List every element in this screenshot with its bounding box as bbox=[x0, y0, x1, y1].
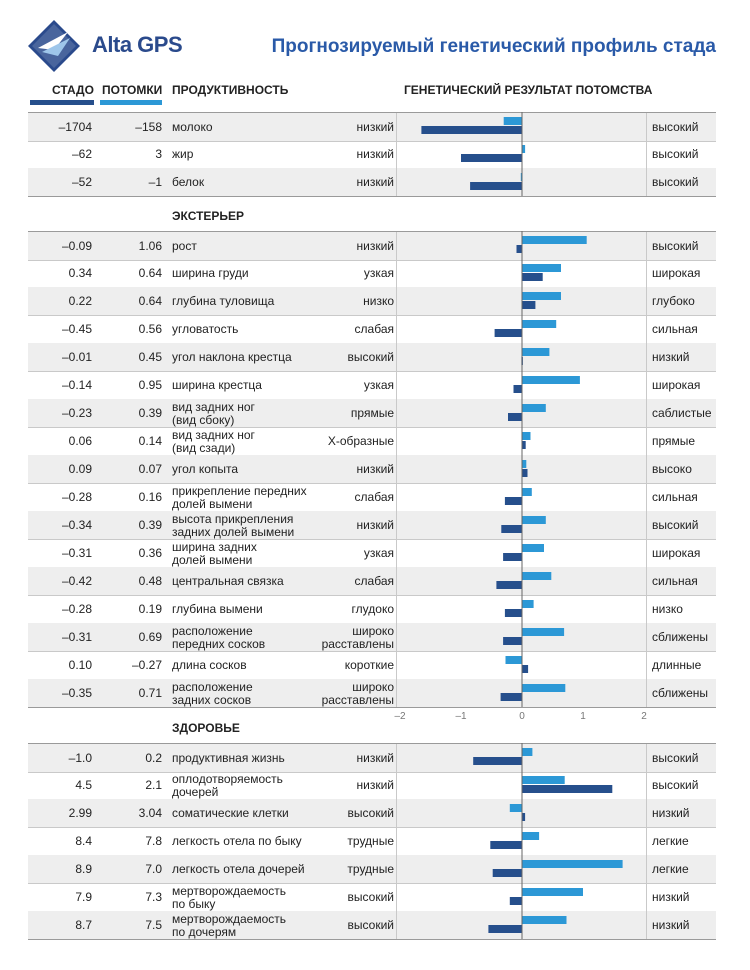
progeny-value: –0.27 bbox=[131, 658, 162, 672]
low-label: слабая bbox=[354, 490, 394, 504]
high-label: прямые bbox=[652, 434, 696, 448]
progeny-bar bbox=[522, 600, 534, 608]
page-title: Прогнозируемый генетический профиль стада bbox=[271, 36, 716, 57]
section-title: ЭКСТЕРЬЕР bbox=[172, 209, 245, 223]
trait-label: жир bbox=[172, 147, 194, 161]
header-result: ГЕНЕТИЧЕСКИЙ РЕЗУЛЬТАТ ПОТОМСТВА bbox=[404, 83, 653, 97]
low-label: слабая bbox=[354, 574, 394, 588]
x-tick-label: –2 bbox=[394, 711, 406, 722]
herd-value: –0.34 bbox=[61, 518, 92, 532]
section-title: ЗДОРОВЬЕ bbox=[172, 721, 240, 735]
progeny-bar bbox=[522, 488, 532, 496]
progeny-value: 0.36 bbox=[138, 546, 162, 560]
progeny-value: –1 bbox=[148, 175, 162, 189]
trait-label: расположение передних сосков bbox=[172, 623, 266, 651]
trait-label: мертворождаемость по быку bbox=[172, 883, 287, 911]
herd-value: 7.9 bbox=[75, 890, 92, 904]
high-label: саблистые bbox=[652, 406, 712, 420]
progeny-bar bbox=[522, 236, 587, 244]
progeny-value: 2.1 bbox=[145, 778, 162, 792]
herd-bar bbox=[496, 581, 522, 589]
herd-value: –0.28 bbox=[61, 602, 92, 616]
trait-label: мертворождаемость по дочерям bbox=[172, 911, 287, 939]
low-label: широко расставлены bbox=[321, 679, 394, 707]
high-label: сильная bbox=[652, 490, 698, 504]
trait-label: ширина груди bbox=[172, 266, 249, 280]
herd-value: 4.5 bbox=[75, 778, 92, 792]
x-tick-label: 2 bbox=[641, 711, 647, 722]
trait-label: угол копыта bbox=[172, 462, 239, 476]
herd-value: –0.35 bbox=[61, 686, 92, 700]
progeny-value: 0.16 bbox=[138, 490, 162, 504]
progeny-bar bbox=[522, 264, 561, 272]
high-label: низкий bbox=[652, 806, 690, 820]
low-label: узкая bbox=[363, 266, 394, 280]
herd-bar bbox=[510, 897, 522, 905]
low-label: низкий bbox=[356, 462, 394, 476]
herd-bar bbox=[522, 469, 528, 477]
x-tick-label: –1 bbox=[455, 711, 467, 722]
herd-bar bbox=[517, 245, 523, 253]
herd-bar bbox=[421, 126, 522, 134]
herd-value: 0.10 bbox=[68, 658, 92, 672]
low-label: высокий bbox=[347, 890, 394, 904]
progeny-bar bbox=[522, 888, 583, 896]
low-label: узкая bbox=[363, 546, 394, 560]
trait-label: продуктивная жизнь bbox=[172, 751, 285, 765]
progeny-value: 0.69 bbox=[138, 630, 162, 644]
progeny-bar bbox=[504, 117, 522, 125]
progeny-bar bbox=[522, 832, 539, 840]
progeny-value: 0.07 bbox=[138, 462, 162, 476]
progeny-bar bbox=[522, 460, 526, 468]
trait-label: глубина вымени bbox=[172, 602, 263, 616]
high-label: сильная bbox=[652, 574, 698, 588]
herd-value: –0.23 bbox=[61, 406, 92, 420]
progeny-bar bbox=[522, 748, 532, 756]
high-label: высокий bbox=[652, 239, 699, 253]
trait-label: высота прикрепления задних долей вымени bbox=[172, 511, 295, 539]
herd-bar bbox=[490, 841, 522, 849]
low-label: низкий bbox=[356, 175, 394, 189]
herd-value: –1704 bbox=[58, 120, 92, 134]
trait-label: легкость отела дочерей bbox=[172, 862, 305, 876]
low-label: глудоко bbox=[351, 602, 394, 616]
low-label: слабая bbox=[354, 322, 394, 336]
trait-label: глубина туловища bbox=[172, 294, 275, 308]
low-label: низкий bbox=[356, 778, 394, 792]
herd-bar bbox=[514, 385, 523, 393]
high-label: легкие bbox=[652, 834, 689, 848]
herd-value: 8.9 bbox=[75, 862, 92, 876]
high-label: глубоко bbox=[652, 294, 695, 308]
trait-label: угол наклона крестца bbox=[172, 350, 292, 364]
herd-bar bbox=[501, 693, 522, 701]
high-label: низко bbox=[652, 602, 683, 616]
progeny-value: 0.39 bbox=[138, 518, 162, 532]
low-label: низкий bbox=[356, 751, 394, 765]
trait-label: легкость отела по быку bbox=[172, 834, 302, 848]
progeny-bar bbox=[510, 804, 522, 812]
herd-bar bbox=[501, 525, 522, 533]
high-label: низкий bbox=[652, 918, 690, 932]
progeny-bar bbox=[506, 656, 523, 664]
herd-bar bbox=[522, 273, 543, 281]
progeny-bar bbox=[522, 684, 565, 692]
trait-label: рост bbox=[172, 239, 197, 253]
progeny-value: 3 bbox=[155, 147, 162, 161]
trait-label: расположение задних сосков bbox=[172, 679, 253, 707]
low-label: Х-образные bbox=[327, 434, 394, 448]
trait-label: центральная связка bbox=[172, 574, 284, 588]
herd-value: 2.99 bbox=[68, 806, 92, 820]
progeny-value: 0.14 bbox=[138, 434, 162, 448]
low-label: узкая bbox=[363, 378, 394, 392]
high-label: высокий bbox=[652, 778, 699, 792]
header-progeny: ПОТОМКИ bbox=[102, 83, 163, 97]
high-label: высоко bbox=[652, 462, 692, 476]
progeny-bar bbox=[522, 916, 567, 924]
high-label: низкий bbox=[652, 350, 690, 364]
herd-bar bbox=[505, 497, 522, 505]
herd-value: –0.01 bbox=[61, 350, 92, 364]
high-label: высокий bbox=[652, 147, 699, 161]
herd-value: 8.4 bbox=[75, 834, 92, 848]
progeny-value: 0.45 bbox=[138, 350, 162, 364]
high-label: сближены bbox=[652, 686, 708, 700]
herd-bar bbox=[522, 301, 535, 309]
herd-bar bbox=[473, 757, 522, 765]
progeny-bar bbox=[522, 404, 546, 412]
progeny-value: 0.19 bbox=[138, 602, 162, 616]
herd-bar bbox=[508, 413, 522, 421]
herd-bar bbox=[488, 925, 522, 933]
progeny-bar bbox=[522, 544, 544, 552]
low-label: трудные bbox=[347, 862, 394, 876]
progeny-bar bbox=[522, 572, 551, 580]
herd-bar bbox=[522, 665, 528, 673]
progeny-value: 0.95 bbox=[138, 378, 162, 392]
herd-value: –0.31 bbox=[61, 546, 92, 560]
herd-bar bbox=[522, 441, 526, 449]
herd-value: –0.14 bbox=[61, 378, 92, 392]
herd-bar bbox=[495, 329, 522, 337]
progeny-bar bbox=[522, 292, 561, 300]
herd-value: –0.42 bbox=[61, 574, 92, 588]
herd-value: –0.31 bbox=[61, 630, 92, 644]
progeny-value: 7.0 bbox=[145, 862, 162, 876]
low-label: высокий bbox=[347, 918, 394, 932]
progeny-value: 3.04 bbox=[138, 806, 162, 820]
low-label: высокий bbox=[347, 350, 394, 364]
trait-label: ширина крестца bbox=[172, 378, 262, 392]
herd-bar bbox=[503, 637, 522, 645]
progeny-bar bbox=[522, 376, 580, 384]
herd-value: –0.09 bbox=[61, 239, 92, 253]
low-label: низкий bbox=[356, 518, 394, 532]
progeny-value: 0.39 bbox=[138, 406, 162, 420]
herd-bar bbox=[503, 553, 522, 561]
progeny-bar bbox=[522, 776, 565, 784]
progeny-value: 7.8 bbox=[145, 834, 162, 848]
low-label: короткие bbox=[344, 658, 394, 672]
progeny-value: 0.56 bbox=[138, 322, 162, 336]
progeny-bar bbox=[522, 348, 549, 356]
progeny-value: 0.71 bbox=[138, 686, 162, 700]
herd-bar bbox=[493, 869, 522, 877]
high-label: высокий bbox=[652, 518, 699, 532]
herd-value: –1.0 bbox=[68, 751, 92, 765]
progeny-value: 7.3 bbox=[145, 890, 162, 904]
herd-bar bbox=[505, 609, 522, 617]
herd-value: –62 bbox=[71, 147, 92, 161]
high-label: широкая bbox=[652, 266, 701, 280]
herd-value: 0.09 bbox=[68, 462, 92, 476]
progeny-bar bbox=[522, 628, 564, 636]
trait-label: угловатость bbox=[172, 322, 239, 336]
trait-label: прикрепление передних долей вымени bbox=[172, 483, 307, 511]
progeny-bar bbox=[522, 516, 546, 524]
x-tick-label: 1 bbox=[580, 711, 586, 722]
herd-value: –0.45 bbox=[61, 322, 92, 336]
high-label: широкая bbox=[652, 378, 701, 392]
herd-bar bbox=[461, 154, 522, 162]
high-label: высокий bbox=[652, 175, 699, 189]
low-label: трудные bbox=[347, 834, 394, 848]
progeny-bar bbox=[522, 432, 531, 440]
low-label: прямые bbox=[350, 406, 394, 420]
low-label: низкий bbox=[356, 120, 394, 134]
progeny-value: –158 bbox=[135, 120, 162, 134]
high-label: высокий bbox=[652, 120, 699, 134]
progeny-value: 0.48 bbox=[138, 574, 162, 588]
low-label: низкий bbox=[356, 147, 394, 161]
header-productivity: ПРОДУКТИВНОСТЬ bbox=[172, 83, 289, 97]
herd-value: –0.28 bbox=[61, 490, 92, 504]
trait-label: оплодотворяемость дочерей bbox=[172, 771, 283, 799]
high-label: длинные bbox=[652, 658, 702, 672]
progeny-value: 1.06 bbox=[138, 239, 162, 253]
herd-bar bbox=[522, 785, 612, 793]
trait-label: ширина задних долей вымени bbox=[172, 539, 257, 567]
low-label: высокий bbox=[347, 806, 394, 820]
progeny-value: 0.2 bbox=[145, 751, 162, 765]
high-label: сильная bbox=[652, 322, 698, 336]
herd-value: 0.34 bbox=[68, 266, 92, 280]
progeny-bar bbox=[522, 860, 623, 868]
header-herd: СТАДО bbox=[52, 83, 94, 97]
high-label: низкий bbox=[652, 890, 690, 904]
trait-label: вид задних ног (вид сбоку) bbox=[172, 399, 255, 427]
low-label: широко расставлены bbox=[321, 623, 394, 651]
high-label: легкие bbox=[652, 862, 689, 876]
trait-label: вид задних ног (вид сзади) bbox=[172, 427, 255, 455]
low-label: низкий bbox=[356, 239, 394, 253]
progeny-value: 0.64 bbox=[138, 294, 162, 308]
trait-label: длина сосков bbox=[172, 658, 247, 672]
herd-bar bbox=[470, 182, 522, 190]
herd-value: 0.06 bbox=[68, 434, 92, 448]
high-label: высокий bbox=[652, 751, 699, 765]
high-label: сближены bbox=[652, 630, 708, 644]
low-label: низко bbox=[363, 294, 394, 308]
trait-label: белок bbox=[172, 175, 205, 189]
trait-label: соматические клетки bbox=[172, 806, 289, 820]
herd-value: –52 bbox=[71, 175, 92, 189]
progeny-bar bbox=[522, 320, 556, 328]
x-tick-label: 0 bbox=[519, 711, 525, 722]
trait-label: молоко bbox=[172, 120, 213, 134]
herd-value: 8.7 bbox=[75, 918, 92, 932]
brand-name: Alta GPS bbox=[92, 32, 183, 57]
high-label: широкая bbox=[652, 546, 701, 560]
progeny-value: 0.64 bbox=[138, 266, 162, 280]
herd-value: 0.22 bbox=[68, 294, 92, 308]
progeny-value: 7.5 bbox=[145, 918, 162, 932]
